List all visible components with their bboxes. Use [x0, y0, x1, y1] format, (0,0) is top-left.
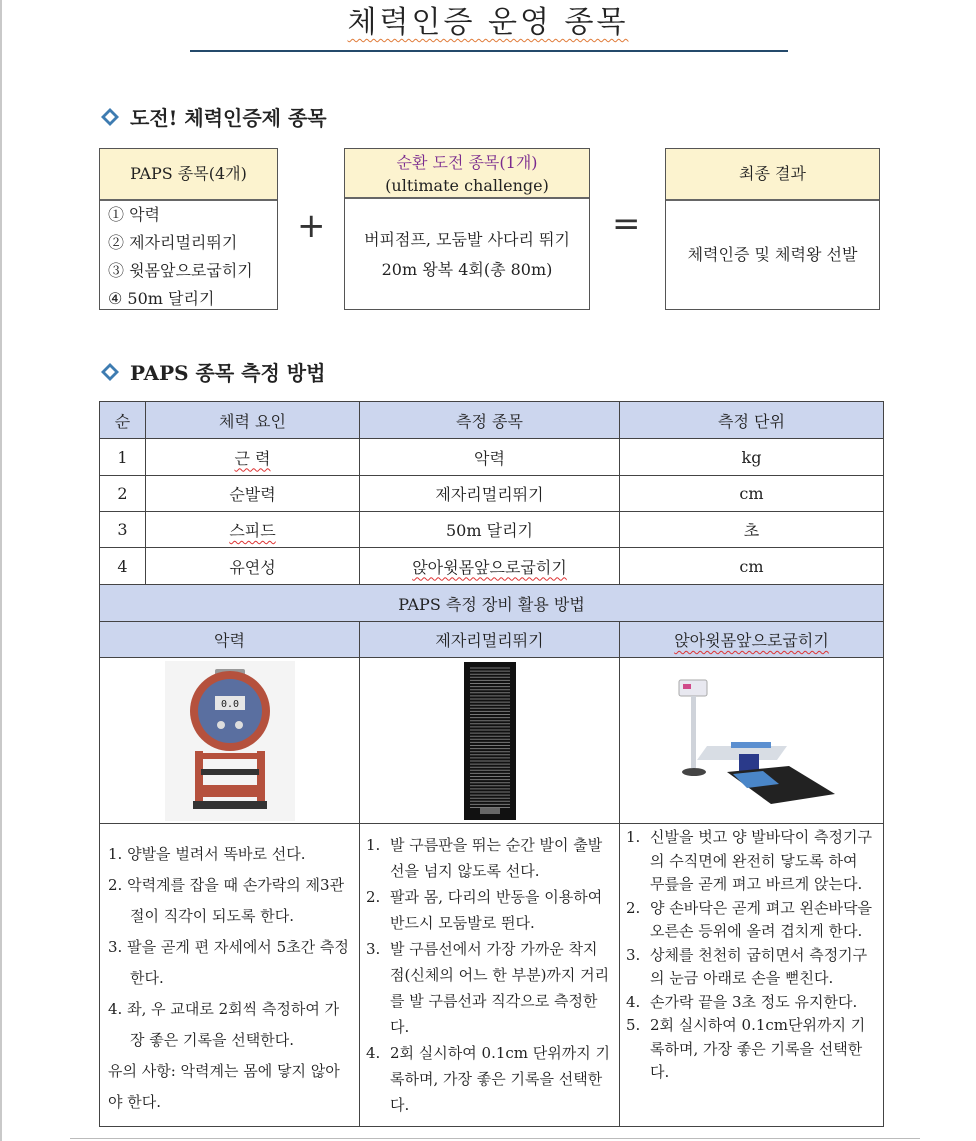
list-item: 3. 팔을 곧게 편 자세에서 5초간 측정한다.	[108, 938, 349, 987]
page-bottom-rule	[70, 1138, 920, 1139]
event-cell: 악력	[360, 439, 620, 476]
fitness-factor-cell: 스피드	[146, 512, 360, 548]
equipment-header-row	[100, 622, 884, 658]
grip-caution-note: 유의 사항: 악력계는 몸에 닿지 않아야 한다.	[108, 1062, 340, 1111]
event-cell: 50m 달리기	[360, 512, 620, 548]
list-item: 1. 양발을 벌려서 똑바로 선다.	[108, 845, 306, 863]
unit-cell: cm	[620, 476, 884, 512]
instructions-row	[100, 824, 884, 1127]
table-row	[100, 476, 884, 512]
row-number: 2	[100, 476, 146, 512]
list-item: 1. 발 구름판을 뛰는 순간 발이 출발선을 넘지 않도록 선다.	[366, 836, 603, 880]
circuit-header-subtitle: (ultimate challenge)	[385, 176, 549, 195]
list-item: 3. 상체를 천천히 굽히면서 측정기구의 눈금 아래로 손을 뻗친다.	[626, 945, 868, 987]
header-unit: 측정 단위	[620, 402, 884, 439]
header-fitness-factor: 체력 요인	[146, 402, 360, 439]
row-number: 4	[100, 548, 146, 585]
paps-measurement-table	[99, 401, 884, 1127]
svg-text:0.0: 0.0	[220, 698, 239, 710]
paps-item: ② 제자리멀리뛰기	[108, 233, 238, 252]
header-no: 순	[100, 402, 146, 439]
list-item: 2. 팔과 몸, 다리의 반동을 이용하여 반드시 모둠발로 뛴다.	[366, 888, 603, 932]
equipment-title-row	[100, 585, 884, 622]
circuit-box-header	[345, 149, 589, 199]
fitness-factor-cell: 유연성	[146, 548, 360, 585]
plus-sign: +	[297, 206, 326, 246]
long-jump-mat-image	[460, 660, 520, 822]
equipment-image-row	[100, 658, 884, 824]
equipment-section-title: PAPS 측정 장비 활용 방법	[100, 585, 884, 622]
circuit-header-title: 순환 도전 종목(1개)	[396, 153, 538, 172]
diamond-bullet-icon	[100, 362, 120, 382]
unit-cell: 초	[620, 512, 884, 548]
list-item: 5. 2회 실시하여 0.1cm단위까지 기록하며, 가장 좋은 기록을 선택한다.	[626, 1016, 866, 1081]
list-item: 2. 양 손바닥은 곧게 펴고 왼손바닥을 오른손 등위에 올려 겹치게 한다.	[626, 898, 872, 940]
title-underline	[190, 50, 788, 52]
list-item: 4. 2회 실시하여 0.1cm 단위까지 기록하며, 가장 좋은 기록을 선택한다.	[366, 1044, 610, 1114]
equipment-header-jump: 제자리멀리뛰기	[360, 622, 620, 658]
result-box-header: 최종 결과	[666, 149, 879, 201]
section-heading-challenge: 도전! 체력인증제 종목	[100, 102, 327, 131]
circuit-distance: 20m 왕복 4회(총 80m)	[381, 260, 553, 279]
circuit-events: 버피점프, 모둠발 사다리 뛰기	[364, 230, 570, 249]
long-jump-mat-cell	[360, 658, 620, 824]
row-number: 3	[100, 512, 146, 548]
equipment-header-flex: 앉아윗몸앞으로굽히기	[620, 622, 884, 658]
list-item: 2. 악력계를 잡을 때 손가락의 제3관절이 직각이 되도록 한다.	[108, 876, 345, 925]
equals-sign: =	[612, 204, 641, 244]
result-box-body: 체력인증 및 체력왕 선발	[687, 245, 858, 264]
final-result-box	[665, 148, 880, 310]
table-row	[100, 439, 884, 476]
sit-and-reach-instructions	[620, 824, 884, 1127]
circuit-challenge-box	[344, 148, 590, 310]
paps-item: ① 악력	[108, 205, 160, 224]
fitness-factor-cell: 근 력	[146, 439, 360, 476]
equipment-header-grip: 악력	[100, 622, 360, 658]
event-cell: 제자리멀리뛰기	[360, 476, 620, 512]
paps-item: ③ 윗몸앞으로굽히기	[108, 261, 253, 280]
paps-box-header: PAPS 종목(4개)	[100, 149, 277, 201]
sit-and-reach-device-image	[667, 676, 837, 806]
page-border-left	[0, 0, 2, 1141]
list-item: 3. 발 구름선에서 가장 가까운 착지점(신체의 어느 한 부분)까지 거리를 발 구름선과 직각으로 측정한다.	[366, 940, 610, 1036]
table-header-row	[100, 402, 884, 439]
paps-items-box	[99, 148, 278, 310]
paps-item-list	[100, 201, 277, 313]
long-jump-instructions	[360, 824, 620, 1127]
diamond-bullet-icon	[100, 107, 120, 127]
table-row	[100, 548, 884, 585]
grip-dynamometer-image	[165, 661, 295, 821]
circuit-box-body	[345, 199, 589, 285]
table-row	[100, 512, 884, 548]
page-title: 체력인증 운영 종목	[347, 5, 629, 40]
grip-instructions	[100, 824, 360, 1127]
header-event: 측정 종목	[360, 402, 620, 439]
unit-cell: kg	[620, 439, 884, 476]
section-heading-paps-method: PAPS 종목 측정 방법	[100, 357, 325, 386]
fitness-factor-cell: 순발력	[146, 476, 360, 512]
list-item: 1. 신발을 벗고 양 발바닥이 측정기구의 수직면에 완전히 닿도록 하여 무릎을 곧게 펴고 바르게 앉는다.	[626, 828, 872, 893]
list-item: 4. 좌, 우 교대로 2회씩 측정하여 가장 좋은 기록을 선택한다.	[108, 1000, 340, 1049]
list-item: 4. 손가락 끝을 3초 정도 유지한다.	[626, 992, 858, 1011]
paps-item: ④ 50m 달리기	[108, 289, 215, 308]
event-cell: 앉아윗몸앞으로굽히기	[360, 548, 620, 585]
row-number: 1	[100, 439, 146, 476]
sit-and-reach-cell	[620, 658, 884, 824]
unit-cell: cm	[620, 548, 884, 585]
grip-dynamometer-cell	[100, 658, 360, 824]
